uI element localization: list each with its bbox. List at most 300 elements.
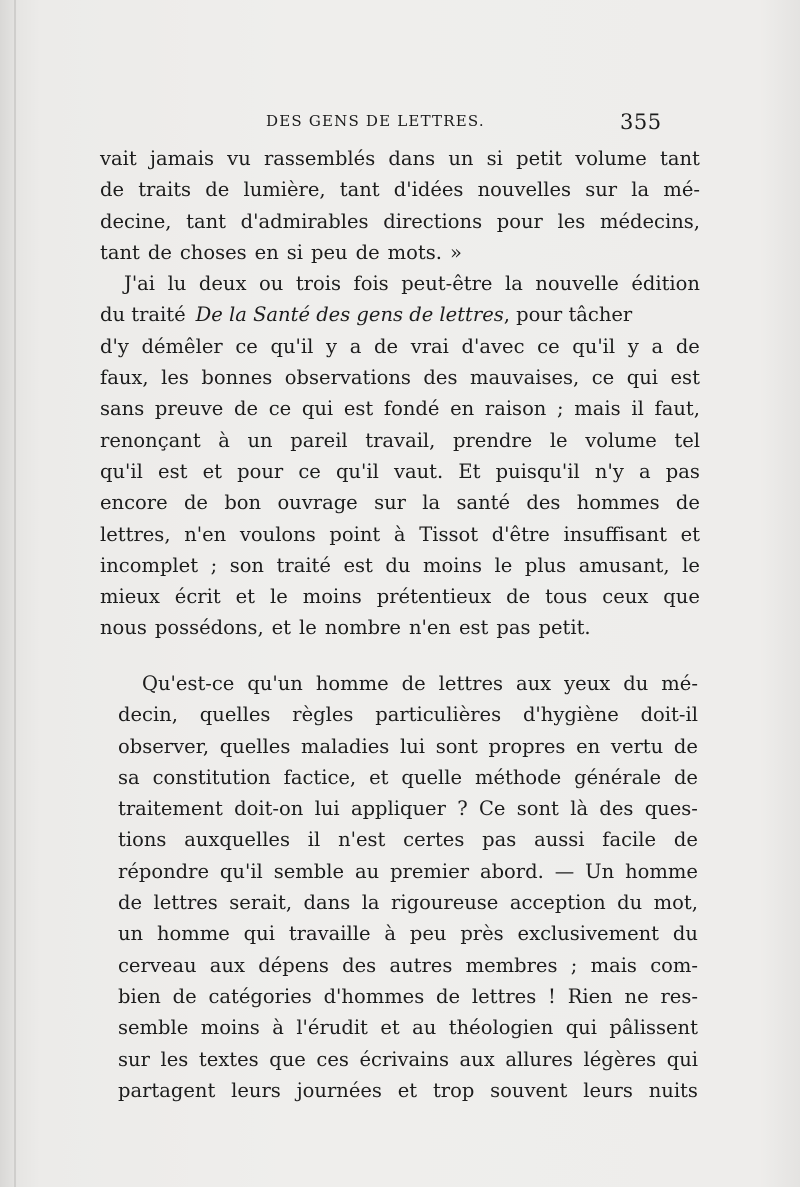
word: rigoureuse — [391, 891, 499, 915]
word: Ce — [478, 797, 506, 821]
book-title: De la Santé des gens de lettres — [195, 303, 504, 327]
word: en — [576, 734, 601, 758]
word: ce — [268, 397, 292, 421]
word: de — [675, 334, 700, 358]
word: du — [672, 922, 698, 946]
word: qui — [565, 1016, 597, 1040]
page-gutter — [14, 0, 16, 1187]
word: des — [423, 366, 458, 390]
word: ces — [316, 1047, 349, 1071]
word: dans — [388, 147, 436, 170]
word: ce — [537, 334, 560, 358]
word: traitement — [118, 797, 223, 821]
word: peu — [409, 922, 447, 946]
word: tant — [660, 147, 700, 170]
text-line — [118, 1012, 698, 1043]
word: générale — [574, 765, 661, 789]
word: autres — [389, 953, 453, 977]
word: dans — [303, 891, 351, 915]
word: abord. — [479, 859, 544, 883]
word: dépens — [258, 953, 329, 977]
word: sur — [118, 1047, 150, 1071]
word: d'y — [100, 334, 129, 358]
word: qu'il — [270, 334, 314, 358]
word: propres — [488, 734, 566, 758]
word: de — [675, 491, 700, 515]
text-line — [100, 206, 700, 237]
word: et — [369, 765, 389, 789]
word: peut-être — [401, 272, 493, 296]
paragraph-continuation — [100, 143, 700, 268]
word: et — [397, 1078, 418, 1102]
word: Rien — [567, 984, 613, 1008]
word: à — [393, 522, 406, 546]
word: répondre — [118, 859, 209, 883]
text-line — [100, 174, 700, 205]
word: J'ai — [124, 272, 156, 296]
word: renonçant — [100, 428, 201, 452]
word: mé- — [661, 672, 698, 695]
word: est — [343, 397, 374, 421]
word: est — [158, 459, 188, 483]
word: le — [549, 428, 568, 452]
word: sa — [118, 765, 140, 789]
word: à — [272, 1016, 284, 1040]
word: voulons — [239, 522, 316, 546]
word: à — [218, 428, 230, 452]
word: homme — [156, 922, 230, 946]
word: si — [486, 147, 503, 170]
word: tant — [186, 209, 226, 233]
word: lettres — [438, 672, 503, 695]
word: au — [412, 1016, 437, 1040]
word: trois — [295, 272, 341, 296]
word: fois — [353, 272, 389, 296]
word: tant — [100, 240, 140, 264]
word: quelle — [401, 765, 463, 789]
word: le — [494, 553, 513, 577]
word: en — [450, 397, 475, 421]
word: peu — [311, 240, 348, 264]
word: lumière, — [243, 178, 326, 202]
word: decin, — [118, 703, 178, 727]
text-line — [100, 331, 700, 362]
word: pas — [665, 459, 700, 483]
word: de — [436, 984, 461, 1008]
word: journées — [296, 1078, 382, 1102]
word: des — [599, 797, 634, 821]
word: lettres — [471, 984, 537, 1008]
word: mais — [574, 397, 621, 421]
word: si — [286, 240, 304, 264]
word: édition — [631, 272, 700, 296]
body-text — [100, 143, 700, 644]
word: pas — [482, 828, 517, 852]
text-line — [100, 268, 700, 299]
word: pour — [496, 209, 543, 233]
word: des — [526, 491, 561, 515]
text-line — [100, 456, 700, 487]
word: amusant, — [578, 553, 670, 577]
word: du — [623, 672, 649, 695]
word: sur — [585, 178, 618, 202]
word: faux, — [100, 366, 149, 390]
word: lettres — [153, 891, 218, 915]
word: vaut. — [393, 459, 444, 483]
word: rassemblés — [263, 147, 376, 170]
word: point — [329, 522, 381, 546]
text-line — [118, 699, 698, 730]
word: règles — [292, 703, 354, 727]
text-line — [118, 668, 698, 699]
word: qu'il — [335, 459, 379, 483]
word: le — [269, 585, 288, 609]
word: que — [663, 585, 700, 609]
text-line — [100, 393, 700, 424]
word: textes — [198, 1047, 259, 1071]
running-title: DES GENS DE LETTRES. — [266, 112, 485, 130]
word: n'y — [594, 459, 624, 483]
word: Un — [585, 859, 615, 883]
word: trop — [432, 1078, 475, 1102]
word: sans — [100, 397, 145, 421]
word: Et — [458, 459, 481, 483]
word: doit-on — [234, 797, 304, 821]
word: les — [160, 1047, 189, 1071]
word: les — [557, 209, 586, 233]
word: nous — [100, 616, 147, 640]
word: leurs — [583, 1078, 633, 1102]
word: d'admirables — [240, 209, 369, 233]
word: pour — [237, 459, 284, 483]
word: traité — [276, 553, 331, 577]
word: partagent — [118, 1078, 216, 1102]
text-line — [100, 143, 700, 174]
word: travaille — [288, 922, 371, 946]
word: semble — [118, 1016, 189, 1040]
word: d'hygiène — [522, 703, 619, 727]
word: mieux — [100, 585, 160, 609]
text-line — [100, 487, 700, 518]
word: Tissot — [419, 522, 479, 546]
word: quelles — [199, 703, 271, 727]
word: a — [349, 334, 362, 358]
word: facile — [602, 828, 657, 852]
page-number: 355 — [620, 110, 662, 134]
word: vait — [100, 147, 137, 170]
word: maladies — [301, 734, 390, 758]
word: souvent — [490, 1078, 568, 1102]
word: démêler — [141, 334, 223, 358]
word: de — [234, 397, 259, 421]
word: la — [504, 272, 523, 296]
word: qu'il — [572, 334, 616, 358]
word: de — [673, 734, 698, 758]
word: son — [229, 553, 264, 577]
word: écrivains — [359, 1047, 449, 1071]
word: fondé — [383, 397, 440, 421]
word: la — [422, 491, 441, 515]
word: homme — [315, 672, 389, 695]
word: constitution — [152, 765, 271, 789]
word: de — [673, 765, 698, 789]
word: appliquer — [350, 797, 446, 821]
word: petit. — [538, 616, 591, 640]
word: factice, — [283, 765, 357, 789]
word: des — [342, 953, 377, 977]
word: leurs — [231, 1078, 281, 1102]
word: aussi — [534, 828, 585, 852]
word: possédons, — [154, 616, 264, 640]
word: com- — [650, 953, 698, 977]
text-line — [118, 856, 698, 887]
word: lui — [314, 797, 340, 821]
text-fragment: du traité — [100, 303, 186, 327]
word: cerveau — [118, 953, 197, 977]
word: et — [271, 616, 292, 640]
word: sont — [435, 734, 478, 758]
word: du — [385, 553, 411, 577]
word: ce — [235, 334, 258, 358]
text-line — [100, 550, 700, 581]
word: semble — [273, 859, 345, 883]
word: bon — [224, 491, 262, 515]
word: insuffisant — [563, 522, 667, 546]
word: » — [449, 240, 462, 264]
word: jamais — [149, 147, 214, 170]
text-line — [118, 950, 698, 981]
word: écrit — [174, 585, 221, 609]
paragraph-tissot — [100, 268, 700, 644]
text-line — [100, 425, 700, 456]
text-line — [100, 362, 700, 393]
word: sur — [374, 491, 406, 515]
text-line-with-title — [100, 299, 700, 330]
word: moins — [422, 553, 483, 577]
word: est — [670, 366, 700, 390]
word: plus — [524, 553, 567, 577]
paragraph-homme-de-lettres — [118, 668, 698, 1106]
word: santé — [456, 491, 511, 515]
word: de — [100, 178, 125, 202]
word: de — [183, 491, 208, 515]
word: homme — [625, 859, 698, 883]
word: mais — [590, 953, 637, 977]
word: qu'il — [100, 459, 143, 483]
word: qu'il — [219, 859, 263, 883]
text-line — [118, 1075, 698, 1106]
word: incomplet — [100, 553, 199, 577]
word: ques- — [644, 797, 698, 821]
text-line — [100, 519, 700, 550]
word: faut, — [654, 397, 700, 421]
word: est — [343, 553, 373, 577]
word: petit — [516, 147, 563, 170]
word: théologien — [448, 1016, 554, 1040]
word: un — [118, 922, 144, 946]
text-line — [118, 1044, 698, 1075]
word: et — [235, 585, 256, 609]
word: nouvelles — [477, 178, 572, 202]
word: nouvelle — [535, 272, 619, 296]
word: l'érudit — [296, 1016, 368, 1040]
word: de — [118, 891, 143, 915]
word: qui — [301, 397, 334, 421]
word: lu — [167, 272, 187, 296]
text-fragment: , pour tâcher — [503, 303, 633, 327]
text-line — [100, 581, 700, 612]
word: il — [631, 397, 644, 421]
word: volume — [575, 147, 647, 170]
word: un — [448, 147, 474, 170]
word: d'être — [491, 522, 550, 546]
word: hommes — [576, 491, 660, 515]
word: tant — [339, 178, 380, 202]
word: légères — [583, 1047, 657, 1071]
word: pas — [496, 616, 531, 640]
word: pâlissent — [609, 1016, 698, 1040]
word: et — [202, 459, 222, 483]
word: auxquelles — [184, 828, 290, 852]
running-head — [0, 110, 800, 140]
word: bien — [118, 984, 161, 1008]
word: le — [682, 553, 700, 577]
word: et — [380, 1016, 400, 1040]
word: particulières — [375, 703, 502, 727]
word: ; — [210, 553, 218, 577]
word: prendre — [452, 428, 533, 452]
word: sont — [516, 797, 559, 821]
word: lettres, — [100, 522, 171, 546]
word: raison — [484, 397, 547, 421]
word: de — [673, 828, 698, 852]
word: preuve — [154, 397, 224, 421]
word: du — [617, 891, 643, 915]
word: un — [247, 428, 273, 452]
word: médecins, — [599, 209, 700, 233]
word: qui — [666, 1047, 698, 1071]
word: lui — [399, 734, 425, 758]
word: membres — [465, 953, 558, 977]
word: aux — [515, 672, 552, 695]
text-line — [118, 762, 698, 793]
word: quelles — [219, 734, 291, 758]
word: la — [361, 891, 380, 915]
word: il — [307, 828, 321, 852]
word: observer, — [118, 734, 210, 758]
word: moins — [200, 1016, 260, 1040]
word: Qu'est-ce — [142, 672, 235, 695]
word: à — [384, 922, 396, 946]
word: mots. — [387, 240, 442, 264]
word: decine, — [100, 209, 172, 233]
word: allures — [505, 1047, 573, 1071]
word: travail, — [365, 428, 436, 452]
word: les — [161, 366, 189, 390]
word: en — [254, 240, 279, 264]
word: premier — [390, 859, 470, 883]
word: près — [460, 922, 504, 946]
word: d'idées — [393, 178, 464, 202]
word: vu — [227, 147, 251, 170]
word: de — [147, 240, 172, 264]
word: aux — [459, 1047, 495, 1071]
word: ceux — [602, 585, 649, 609]
word: ce — [298, 459, 321, 483]
word: au — [354, 859, 380, 883]
word: et — [680, 522, 700, 546]
word: là — [570, 797, 589, 821]
word: serait, — [229, 891, 293, 915]
word: nuits — [648, 1078, 698, 1102]
word: qu'un — [247, 672, 303, 695]
word: catégories — [208, 984, 312, 1008]
word: ? — [457, 797, 468, 821]
text-line — [100, 612, 700, 643]
word: certes — [403, 828, 465, 852]
word: de — [205, 178, 230, 202]
word: a — [638, 459, 651, 483]
word: vrai — [410, 334, 449, 358]
word: d'avec — [461, 334, 525, 358]
text-line — [118, 981, 698, 1012]
word: mot, — [653, 891, 698, 915]
word: nombre — [324, 616, 401, 640]
word: ! — [548, 984, 556, 1008]
word: directions — [383, 209, 483, 233]
word: de — [374, 334, 399, 358]
word: méthode — [474, 765, 562, 789]
word: de — [172, 984, 197, 1008]
text-line — [118, 824, 698, 855]
word: choses — [179, 240, 247, 264]
word: de — [506, 585, 531, 609]
word: ouvrage — [277, 491, 358, 515]
word: est — [458, 616, 489, 640]
word: traits — [138, 178, 192, 202]
text-line — [118, 887, 698, 918]
word: doit-il — [640, 703, 698, 727]
word: moins — [302, 585, 362, 609]
word: observations — [284, 366, 411, 390]
word: tions — [118, 828, 167, 852]
word: aux — [209, 953, 245, 977]
text-line — [118, 918, 698, 949]
word: a — [651, 334, 664, 358]
word: deux — [198, 272, 247, 296]
word: mé- — [663, 178, 700, 202]
word: tous — [545, 585, 588, 609]
word: la — [631, 178, 650, 202]
word: volume — [585, 428, 657, 452]
word: qui — [243, 922, 275, 946]
word: de — [401, 672, 426, 695]
text-line — [118, 731, 698, 762]
word: que — [269, 1047, 306, 1071]
word: puisqu'il — [495, 459, 580, 483]
word: encore — [100, 491, 168, 515]
word: acception — [509, 891, 606, 915]
word: le — [299, 616, 317, 640]
word: de — [355, 240, 380, 264]
word: ; — [557, 397, 564, 421]
word: yeux — [564, 672, 611, 695]
word: prétentieux — [376, 585, 492, 609]
word: n'en — [408, 616, 451, 640]
word: ne — [624, 984, 649, 1008]
word: mauvaises, — [469, 366, 580, 390]
word: n'est — [338, 828, 386, 852]
